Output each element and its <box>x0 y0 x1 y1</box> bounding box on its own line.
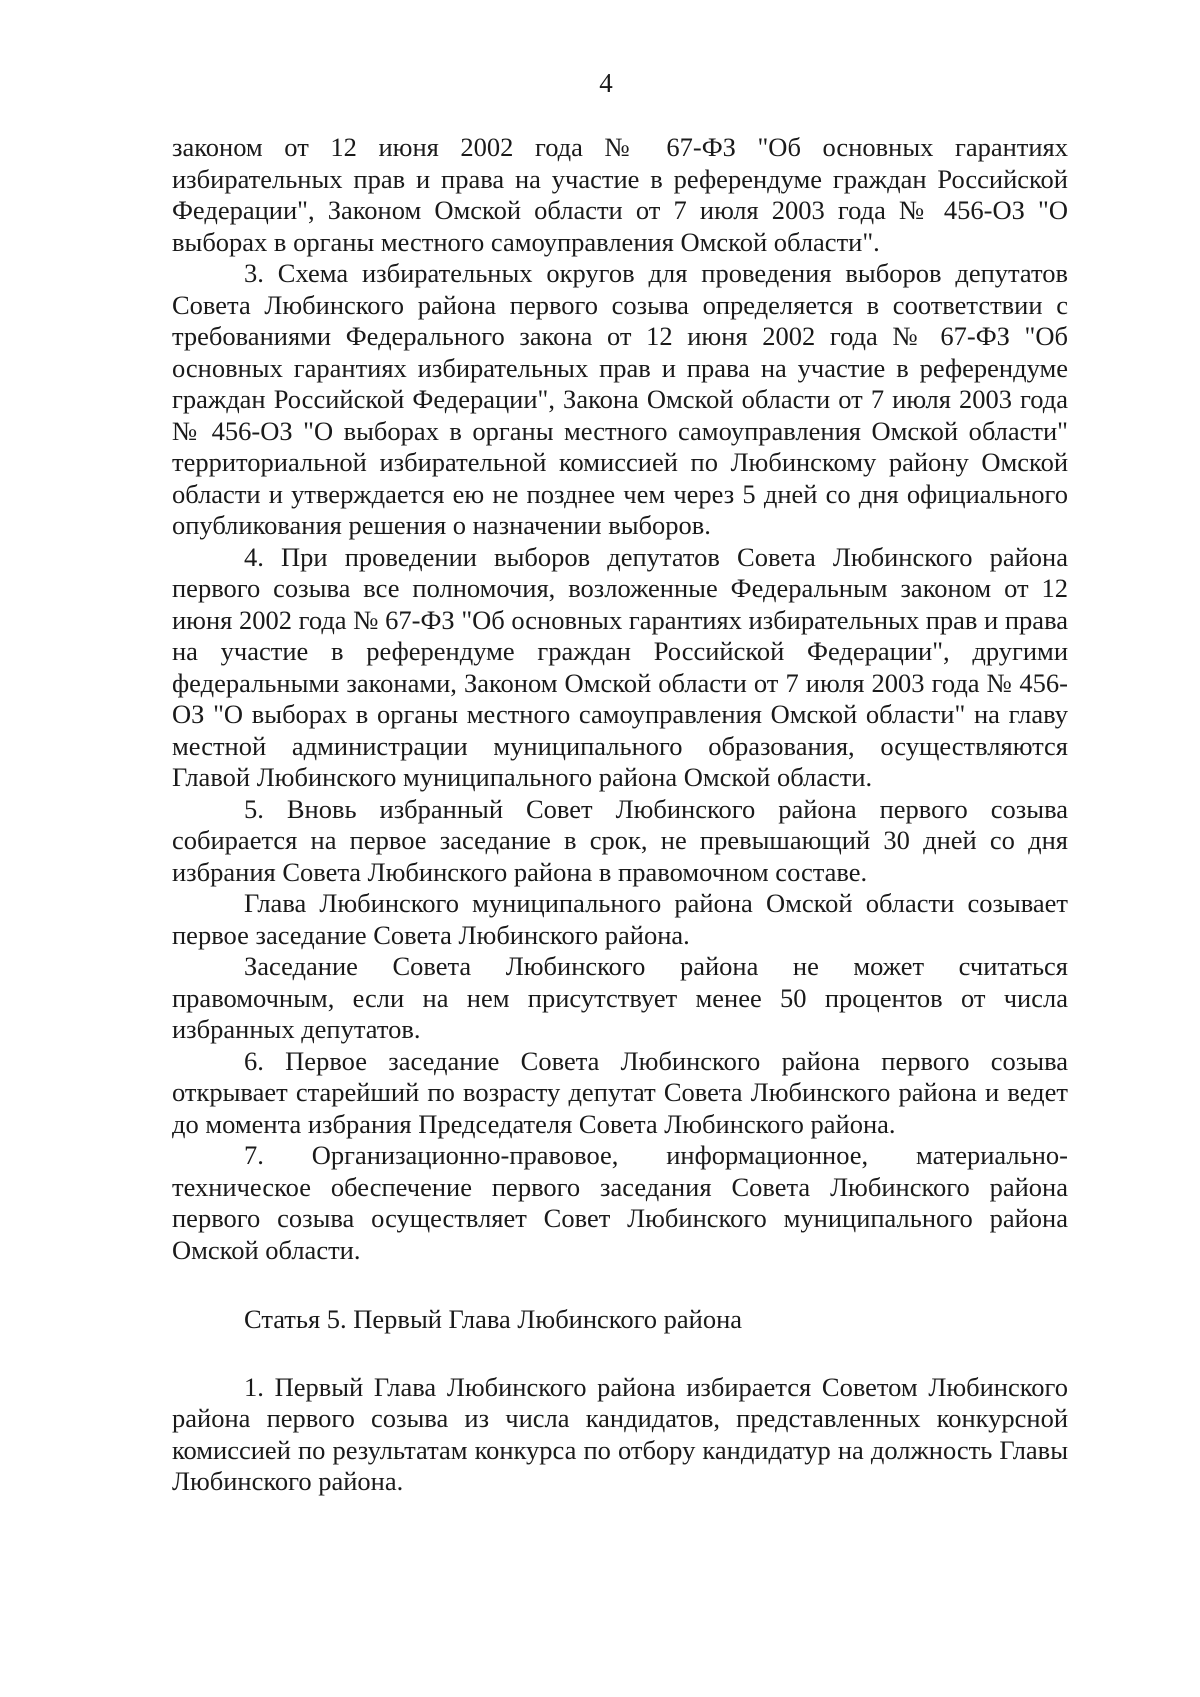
page-number: 4 <box>599 68 613 98</box>
paragraph-article5-item-1: 1. Первый Глава Любинского района избирается Советом Любинского района первого созыва из числа кандидатов, представленных конкурсной комиссией по результатам конкурса по отбору кандидатур на должность Главы Любинского района. <box>172 1371 1068 1496</box>
paragraph-item-5: 5. Вновь избранный Совет Любинского района первого созыва собирается на первое заседание в срок, не превышающий 30 дней со дня избрания Совета Любинского района в правомочном составе. <box>172 793 1068 887</box>
paragraph-item-4: 4. При проведении выборов депутатов Совета Любинского района первого созыва все полномочия, возложенные Федеральным законом от 12 июня 2002 года № 67-ФЗ "Об основных гарантиях избирательных прав и права на участие в референдуме граждан Российской Федерации", другими федеральными законами, Законом Омской области от 7 июля 2003 года № 456-ОЗ "О выборах в органы местного самоуправления Омской области" на главу местной администрации муниципального образования, осуществляются Главой Любинского муниципального района Омской области. <box>172 541 1068 792</box>
paragraph-continuation: законом от 12 июня 2002 года № 67-ФЗ "Об основных гарантиях избирательных прав и права на участие в референдуме граждан Российской Федерации", Законом Омской области от 7 июля 2003 года № 456-ОЗ "О выборах в органы местного самоуправления Омской области". <box>172 132 1068 257</box>
paragraph-quorum: Заседание Совета Любинского района не может считаться правомочным, если на нем присутствует менее 50 процентов от числа избранных депутатов. <box>172 951 1068 1044</box>
paragraph-head-convenes: Глава Любинского муниципального района Омской области созывает первое заседание Совета Любинского района. <box>172 888 1068 950</box>
document-body <box>172 132 1068 1498</box>
article-title: Статья 5. Первый Глава Любинского района <box>244 1304 743 1334</box>
paragraph-item-3: 3. Схема избирательных округов для проведения выборов депутатов Совета Любинского района первого созыва определяется в соответствии с требованиями Федерального закона от 12 июня 2002 года № 67-ФЗ "Об основных гарантиях избирательных прав и права на участие в референдуме граждан Российской Федерации", Закона Омской области от 7 июля 2003 года № 456-ОЗ "О выборах в органы местного самоуправления Омской области" территориальной избирательной комиссией по Любинскому району Омской области и утверждается ею не позднее чем через 5 дней со дня официального опубликования решения о назначении выборов. <box>172 258 1068 540</box>
paragraph-item-7: 7. Организационно-правовое, информационное, материально-техническое обеспечение первого заседания Совета Любинского района первого созыва осуществляет Совет Любинского муниципального района Омской области. <box>172 1140 1068 1265</box>
paragraph-item-6: 6. Первое заседание Совета Любинского района первого созыва открывает старейший по возрасту депутат Совета Любинского района и ведет до момента избрания Председателя Совета Любинского района. <box>172 1045 1068 1139</box>
